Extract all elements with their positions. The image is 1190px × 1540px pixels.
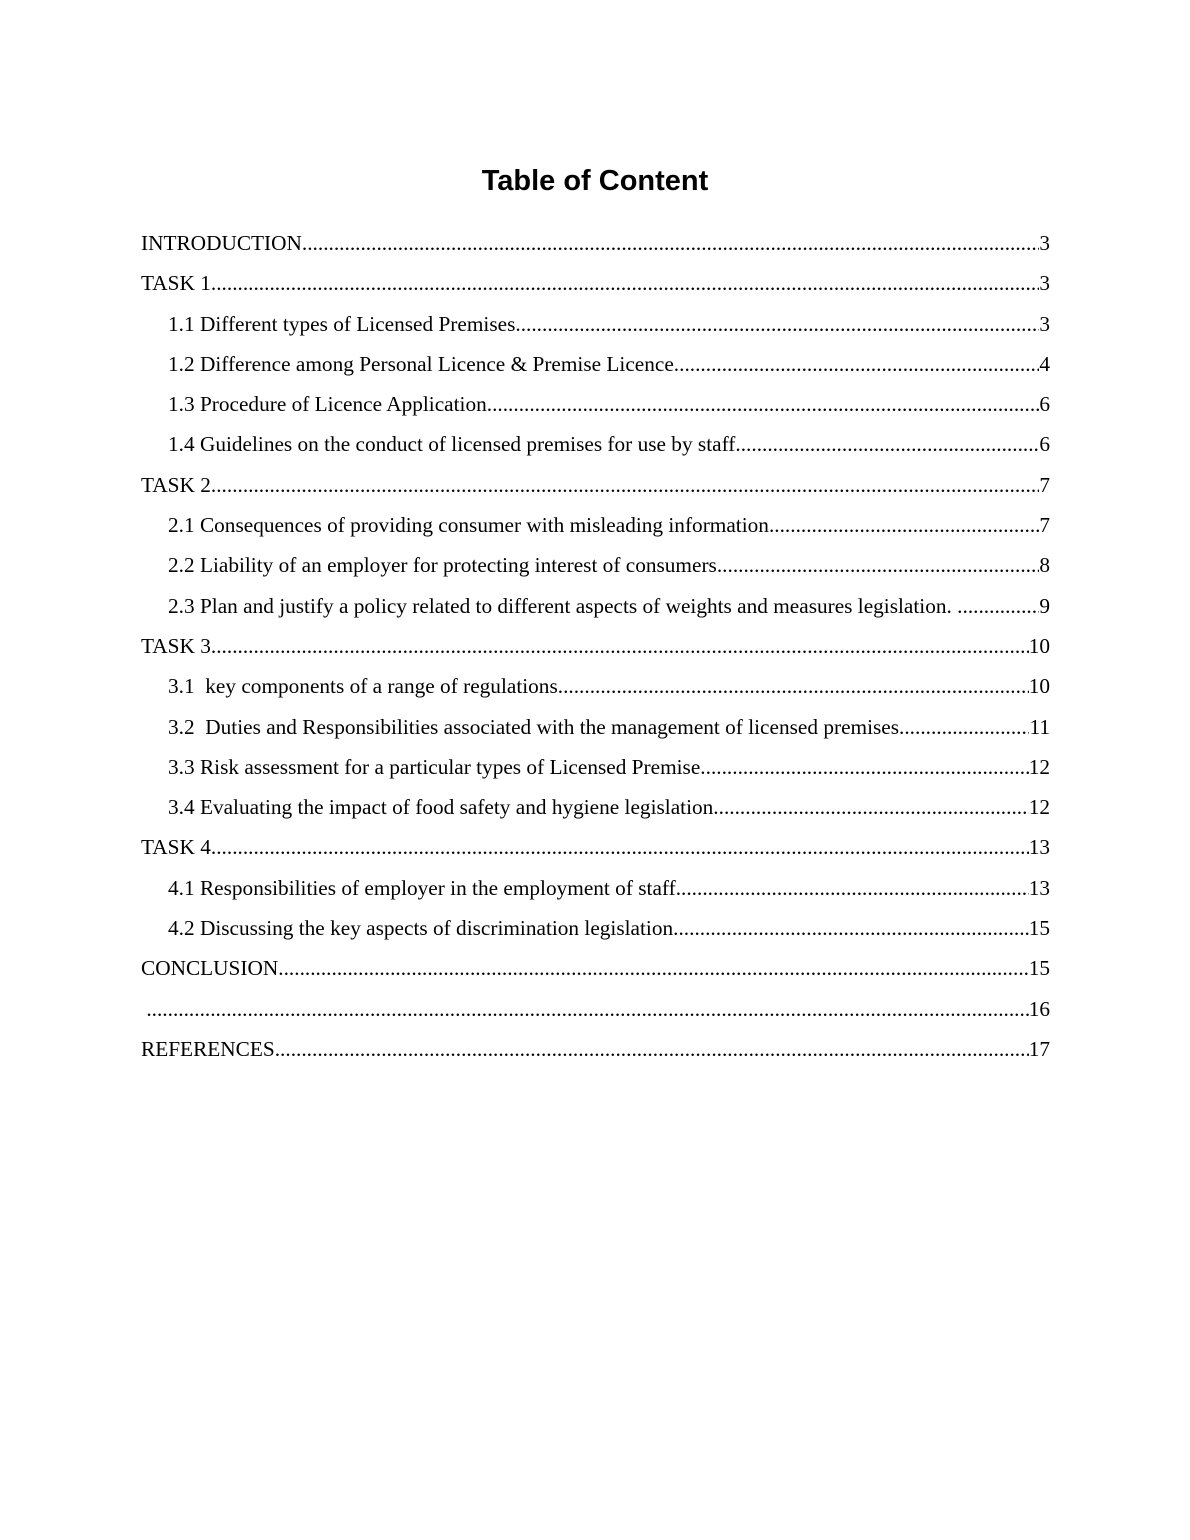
toc-entry[interactable] bbox=[141, 469, 1050, 509]
toc-entry[interactable] bbox=[141, 872, 1050, 912]
toc-dot-leader bbox=[735, 428, 1039, 460]
toc-page-number: 13 bbox=[1028, 875, 1050, 900]
toc-dot-leader bbox=[674, 348, 1040, 380]
toc-entry-label: 3.4 Evaluating the impact of food safety and hygiene legislation bbox=[168, 795, 714, 820]
toc-entry[interactable] bbox=[141, 590, 1050, 630]
toc-entry-label: 1.4 Guidelines on the conduct of licensed premises for use by staff bbox=[168, 432, 736, 457]
toc-page-number: 8 bbox=[1039, 553, 1050, 578]
toc-dot-leader bbox=[515, 308, 1039, 340]
toc-dot-leader bbox=[769, 509, 1039, 541]
toc-entry-label: CONCLUSION bbox=[141, 956, 279, 981]
toc-dot-leader bbox=[676, 872, 1029, 904]
toc-entry[interactable] bbox=[141, 1033, 1050, 1073]
toc-dot-leader bbox=[146, 993, 1028, 1025]
toc-page-number: 10 bbox=[1028, 633, 1050, 658]
toc-entry-label: 4.2 Discussing the key aspects of discrimination legislation bbox=[168, 916, 674, 941]
toc-page-number: 7 bbox=[1039, 472, 1050, 497]
toc-entry-label: 2.1 Consequences of providing consumer with misleading information bbox=[168, 513, 769, 538]
toc-entry[interactable] bbox=[141, 227, 1050, 267]
toc-page-number: 6 bbox=[1039, 432, 1050, 457]
toc-entry-label: 3.2 Duties and Responsibilities associated with the management of licensed premises bbox=[168, 714, 900, 739]
toc-entry-label: 1.2 Difference among Personal Licence & Premise Licence bbox=[168, 351, 674, 376]
toc-page-number: 15 bbox=[1028, 956, 1050, 981]
toc-page-number: 13 bbox=[1028, 835, 1050, 860]
toc-dot-leader bbox=[717, 549, 1040, 581]
toc-entry[interactable] bbox=[141, 791, 1050, 831]
toc-dot-leader bbox=[487, 388, 1040, 420]
toc-entry-label: 3.1 key components of a range of regulations bbox=[168, 674, 558, 699]
toc-dot-leader bbox=[899, 711, 1029, 743]
toc-page-number: 3 bbox=[1039, 231, 1050, 255]
toc-page-number: 6 bbox=[1039, 392, 1050, 417]
table-of-contents bbox=[141, 227, 1050, 1073]
toc-entry[interactable] bbox=[141, 912, 1050, 952]
toc-page-number: 9 bbox=[1039, 593, 1050, 618]
toc-entry-label: TASK 1 bbox=[141, 271, 211, 296]
toc-page-number: 4 bbox=[1039, 351, 1050, 376]
toc-entry[interactable] bbox=[141, 308, 1050, 348]
toc-entry[interactable] bbox=[141, 428, 1050, 468]
toc-entry[interactable] bbox=[141, 952, 1050, 992]
toc-dot-leader bbox=[713, 791, 1028, 823]
toc-entry-label: TASK 3 bbox=[141, 633, 211, 658]
toc-entry-label: 1.3 Procedure of Licence Application bbox=[168, 392, 487, 417]
toc-dot-leader bbox=[211, 469, 1039, 501]
toc-page-number: 10 bbox=[1028, 674, 1050, 699]
toc-dot-leader bbox=[673, 912, 1029, 944]
toc-page-number: 3 bbox=[1039, 311, 1050, 336]
toc-page-number: 16 bbox=[1028, 996, 1050, 1021]
toc-entry-label: 2.2 Liability of an employer for protecting interest of consumers bbox=[168, 553, 717, 578]
toc-entry-label: TASK 4 bbox=[141, 835, 211, 860]
toc-dot-leader bbox=[302, 227, 1039, 259]
toc-entry[interactable] bbox=[141, 630, 1050, 670]
toc-entry[interactable] bbox=[141, 388, 1050, 428]
toc-entry[interactable] bbox=[141, 348, 1050, 388]
toc-dot-leader bbox=[211, 267, 1039, 299]
toc-entry[interactable] bbox=[141, 751, 1050, 791]
toc-dot-leader bbox=[957, 590, 1039, 622]
toc-entry[interactable] bbox=[141, 509, 1050, 549]
toc-entry[interactable] bbox=[141, 831, 1050, 871]
toc-page-number: 15 bbox=[1028, 916, 1050, 941]
toc-entry-label: INTRODUCTION bbox=[141, 231, 302, 255]
toc-entry[interactable] bbox=[141, 549, 1050, 589]
toc-page-number: 11 bbox=[1029, 714, 1050, 739]
toc-entry[interactable] bbox=[141, 267, 1050, 307]
toc-page-number: 7 bbox=[1039, 513, 1050, 538]
page-title: Table of Content bbox=[481, 165, 709, 197]
toc-entry-label: 2.3 Plan and justify a policy related to different aspects of weights and measures legislation. bbox=[168, 593, 958, 618]
toc-entry-label: 3.3 Risk assessment for a particular types of Licensed Premise bbox=[168, 754, 701, 779]
toc-entry[interactable] bbox=[141, 993, 1050, 1033]
toc-page-number: 12 bbox=[1028, 795, 1050, 820]
toc-dot-leader bbox=[211, 630, 1029, 662]
toc-entry[interactable] bbox=[141, 670, 1050, 710]
toc-dot-leader bbox=[700, 751, 1028, 783]
toc-dot-leader bbox=[278, 952, 1028, 984]
toc-dot-leader bbox=[558, 670, 1029, 702]
toc-page-number: 3 bbox=[1039, 271, 1050, 296]
toc-entry-label: 1.1 Different types of Licensed Premises bbox=[168, 311, 516, 336]
toc-entry-label: 4.1 Responsibilities of employer in the employment of staff bbox=[168, 875, 676, 900]
toc-entry-label: TASK 2 bbox=[141, 472, 211, 497]
toc-dot-leader bbox=[275, 1033, 1029, 1065]
toc-entry[interactable] bbox=[141, 711, 1050, 751]
toc-dot-leader bbox=[211, 831, 1029, 863]
toc-entry-label: REFERENCES bbox=[141, 1036, 275, 1061]
toc-page-number: 12 bbox=[1028, 754, 1050, 779]
toc-page-number: 17 bbox=[1028, 1036, 1050, 1061]
